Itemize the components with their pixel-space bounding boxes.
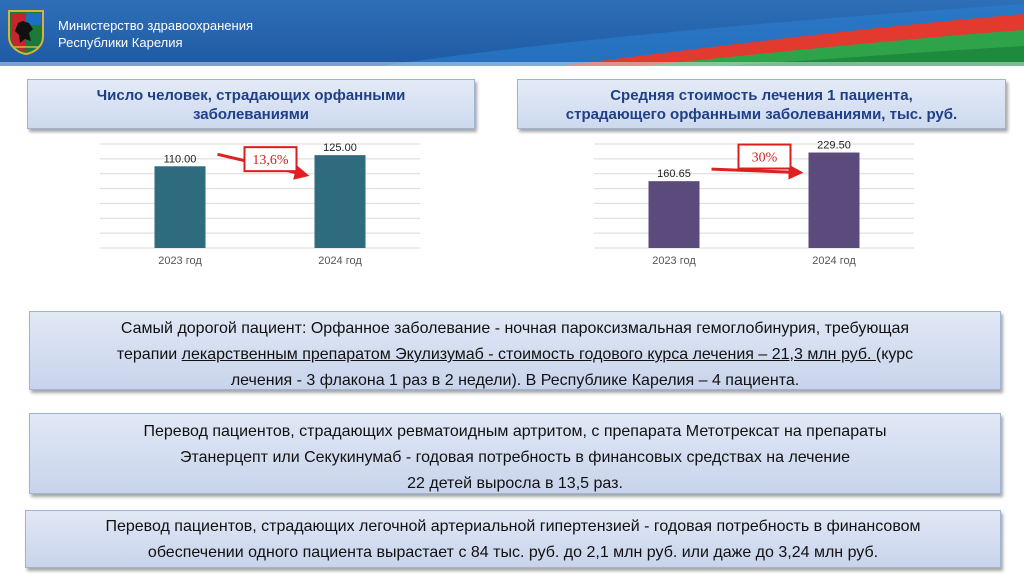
box1-line-2-start: терапии	[116, 346, 182, 363]
bar	[649, 181, 700, 248]
organization-name	[58, 17, 253, 51]
data-label: 160.65	[657, 168, 691, 181]
category-label: 2024 год	[812, 255, 856, 267]
bar	[809, 153, 860, 248]
org-line-1: Министерство здравоохранения	[58, 18, 253, 33]
right-title-line-2: страдающего орфанными заболеваниями, тыс. руб.	[565, 106, 958, 123]
karelia-coat-of-arms-icon	[7, 9, 45, 55]
bar	[155, 166, 206, 248]
right-chart-title	[517, 79, 1006, 129]
left-title-line-1: Число человек, страдающих орфанными	[96, 87, 406, 104]
patients-count-bar-chart	[90, 138, 430, 273]
box1-line-2-end: (курс	[875, 346, 914, 363]
box2-line-1: Перевод пациентов, страдающих ревматоидным артритом, с препарата Метотрексат на препараты	[143, 423, 887, 440]
data-label: 125.00	[323, 142, 357, 155]
pulmonary-hypertension-box	[25, 510, 1001, 568]
box2-line-3: 22 детей выросла в 13,5 раз.	[407, 475, 623, 492]
category-label: 2023 год	[158, 255, 202, 267]
box1-line-2-underlined: лекарственным препаратом Экулизумаб - стоимость годового курса лечения – 21,3 млн руб.	[181, 346, 876, 363]
most-expensive-patient-box	[29, 311, 1001, 390]
left-chart-title	[27, 79, 475, 129]
treatment-cost-bar-chart	[584, 138, 924, 273]
box2-line-2: Этанерцепт или Секукинумаб - годовая потребность в финансовых средствах на лечение	[179, 449, 851, 466]
org-line-2: Республики Карелия	[58, 35, 183, 50]
box1-line-3: лечения - 3 флакона 1 раз в 2 недели). В Республике Карелия – 4 пациента.	[230, 372, 800, 389]
data-label: 229.50	[817, 139, 851, 152]
growth-annotation-text: 13,6%	[252, 153, 289, 169]
data-label: 110.00	[163, 153, 197, 166]
right-title-line-1: Средняя стоимость лечения 1 пациента,	[610, 87, 913, 104]
box3-line-1: Перевод пациентов, страдающих легочной артериальной гипертензией - годовая потребность в финансовом	[105, 518, 921, 535]
header-banner	[0, 0, 1024, 66]
box1-line-2	[30, 342, 1000, 368]
box3-line-2: обеспечении одного пациента вырастает с 84 тыс. руб. до 2,1 млн руб. или даже до 3,24 млн руб.	[147, 544, 879, 561]
growth-annotation-text: 30%	[751, 150, 778, 166]
bar	[315, 155, 366, 248]
left-title-line-2: заболеваниями	[192, 106, 310, 123]
growth-arrow	[712, 169, 801, 172]
box1-line-1: Самый дорогой пациент: Орфанное заболевание - ночная пароксизмальная гемоглобинурия, требующая	[120, 320, 910, 337]
rheumatoid-arthritis-box	[29, 413, 1001, 494]
category-label: 2024 год	[318, 255, 362, 267]
category-label: 2023 год	[652, 255, 696, 267]
